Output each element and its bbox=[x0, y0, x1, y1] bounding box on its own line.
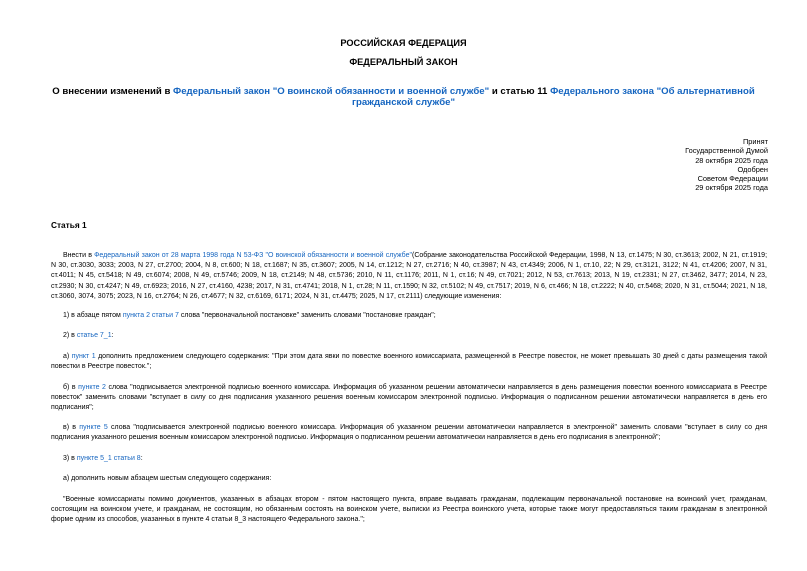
item-2-text: : bbox=[111, 332, 114, 339]
adopted-date: 28 октября 2025 года bbox=[695, 155, 768, 165]
item-3-prefix: 3) в bbox=[63, 455, 77, 462]
item-2-link[interactable]: статье 7_1 bbox=[76, 332, 112, 339]
item-2v-prefix: в) в bbox=[63, 424, 80, 431]
item-2 bbox=[51, 331, 767, 341]
item-2v bbox=[51, 423, 767, 443]
adoption-block bbox=[685, 137, 768, 193]
title-middle: и статью 11 bbox=[489, 86, 551, 97]
intro-paragraph bbox=[51, 251, 767, 302]
approved-by: Советом Федерации bbox=[697, 174, 768, 184]
title-link-military-law[interactable]: Федеральный закон "О воинской обязанности и военной службе" bbox=[173, 86, 490, 97]
adopted-label: Принят bbox=[742, 137, 768, 146]
adopted-by: Государственной Думой bbox=[685, 146, 768, 156]
item-1-link[interactable]: пункта 2 статьи 7 bbox=[122, 312, 179, 319]
item-2b-link[interactable]: пункте 2 bbox=[78, 384, 106, 391]
country-heading: РОССИЙСКАЯ ФЕДЕРАЦИЯ bbox=[340, 38, 467, 48]
quoted-paragraph: "Военные комиссариаты помимо документов, указанных в абзацах втором - пятом настоящего пункта, вправе выдавать гражданам, подлежащим первоначальной постановке на воинский учет, гражданам, состоящим на воинском учете, и гражданам, не состоящим, но обязанным состоять на воинском учете, выписки из Реестра воинского учета, которые также могут предоставляться таким гражданам в электронной форме одним из способов, указанных в пункте 4 статьи 8_3 настоящего Федерального закона."; bbox=[51, 496, 767, 524]
item-3 bbox=[51, 454, 767, 464]
law-type-heading: ФЕДЕРАЛЬНЫЙ ЗАКОН bbox=[349, 57, 458, 67]
item-2v-text: слова "подписывается электронной подписью военного комиссара. Информация об указанном решении автоматически направляется в электронной" заменить словами "вступает в силу со дня подписания указанного решения военным комиссаром электронной подписью. Информация о подписанном решении автоматически направляется в день его подписания в электронной"; bbox=[51, 424, 768, 442]
item-2b-text: слова "подписывается электронной подписью военного комиссара. Информация об указанном решении автоматически направляется в день размещения повестки военного комиссариата в Реестре повесток" заменить словами "вступает в силу со дня подписания указанного решения военным комиссаром электронной подписью. Информация о подписанном решении автоматически направляется в день его подписания"; bbox=[51, 384, 768, 412]
intro-law-link[interactable]: Федеральный закон от 28 марта 1998 года N 53-ФЗ "О воинской обязанности и военной службе" bbox=[94, 252, 412, 259]
item-2v-link[interactable]: пункте 5 bbox=[79, 424, 108, 431]
item-2b bbox=[51, 383, 767, 414]
item-3-text: : bbox=[140, 455, 143, 462]
approved-label: Одобрен bbox=[737, 164, 768, 174]
approved-date: 29 октября 2025 года bbox=[695, 183, 768, 193]
item-3-link[interactable]: пункте 5_1 статьи 8 bbox=[76, 455, 141, 462]
item-2-prefix: 2) в bbox=[63, 332, 77, 339]
law-title bbox=[40, 86, 767, 108]
item-2a bbox=[51, 352, 767, 372]
item-2a-text: дополнить предложением следующего содержания: "При этом дата явки по повестке военного комиссариата, размещенной в Реестре повесток, не может превышать 30 дней с даты размещения такой повестки в Реестре повесток."; bbox=[51, 353, 768, 371]
item-1 bbox=[51, 311, 767, 321]
item-2b-prefix: б) в bbox=[63, 384, 79, 391]
item-2a-link[interactable]: пункт 1 bbox=[71, 353, 96, 360]
intro-prefix: Внести в bbox=[63, 252, 95, 259]
title-link-alternative-service-law[interactable]: Федерального закона "Об альтернативной гражданской службе" bbox=[351, 86, 755, 108]
item-1-text: слова "первоначальной постановке" заменить словами "постановке граждан"; bbox=[178, 312, 436, 319]
article-heading: Статья 1 bbox=[51, 220, 87, 230]
item-2a-prefix: а) bbox=[63, 353, 72, 360]
title-prefix: О внесении изменений в bbox=[52, 86, 174, 97]
intro-text: (Собрание законодательства Российской Федерации, 1998, N 13, ст.1475; N 30, ст.3613; 2002, N 21, ст.1919; N 30, ст.3030, 3033; 2003, N 27, ст.2700; 2004, N 8, ст.600; N 18, ст.1687; N 35, ст.3607; 2005, N 14, ст.1212; N 27, ст.2716; N 40, ст.3987; N 43, ст.4349; 2006, N 1, ст.10, 22; N 29, ст.3121, 3122; N 41, ст.4206; 2007, N 31, ст.4011; N 45, ст.5418; N 49, ст.6074; 2008, N 49, ст.5746; 2009, N 18, ст.2149; N 48, ст.5736; 2010, N 11, ст.1176; 2011, N 1, ст.16; N 49, ст.7021; 2012, N 53, ст.7613; 2013, N 19, ст.2331; N 27, ст.3462, 3477; 2014, N 23, ст.2930; N 30, ст.4247; N 49, ст.6923; 2016, N 27, ст.4160, 4238; 2017, N 31, ст.4741; 2018, N 1, ст.28; N 11, ст.1590; N 32, ст.5102; N 49, ст.7517; 2019, N 6, ст.466; N 18, ст.2222; N 40, ст.5468; 2020, N 31, ст.5044; 2021, N 18, ст.3060, 3074, 3075; 2023, N 16, ст.2764; N 26, ст.4677; N 32, ст.6169, 6171; 2024, N 31, ст.4475; 2025, N 17, ст.2111) следующие изменения: bbox=[51, 252, 768, 300]
item-1-prefix: 1) в абзаце пятом bbox=[63, 312, 123, 319]
item-3a: а) дополнить новым абзацем шестым следующего содержания: bbox=[63, 475, 272, 482]
